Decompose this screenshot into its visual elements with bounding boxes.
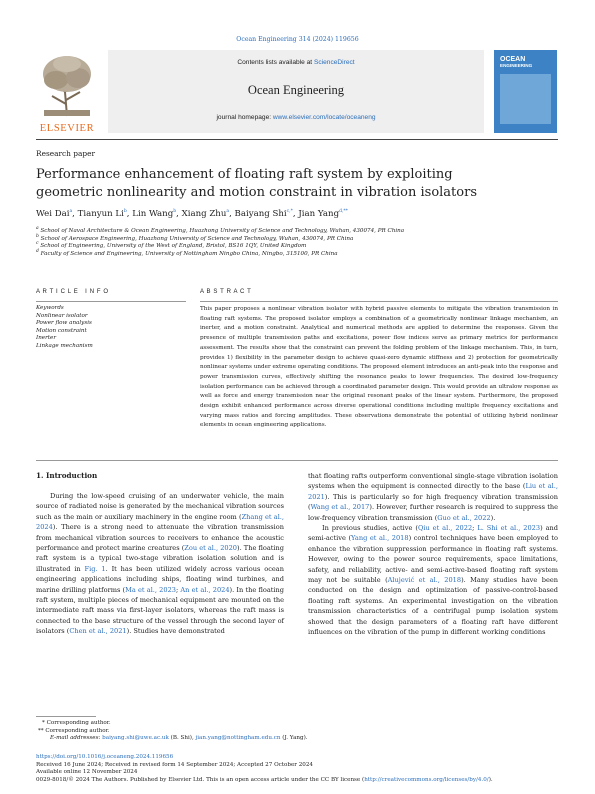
journal-name: Ocean Engineering bbox=[247, 83, 345, 97]
journal-citation[interactable]: Ocean Engineering 314 (2024) 119656 bbox=[236, 36, 359, 43]
right-column bbox=[308, 471, 558, 638]
citation-link[interactable]: Guo et al., 2022 bbox=[437, 513, 491, 522]
abstract-bottom-rule bbox=[36, 460, 558, 461]
author-list: Wei Dai$^a$, Tianyun Li$^b$, Lin Wang$^b$, Xiang Zhu$^a$, Baiyang Shi$^{c,*}$, Jian Yang$^{d,**}$ bbox=[36, 209, 348, 219]
author[interactable]: Xiang Zhu$^a$ bbox=[181, 209, 230, 219]
author[interactable]: Lin Wang$^b$ bbox=[132, 209, 177, 219]
keyword: Power flow analysis bbox=[36, 320, 92, 327]
affiliation: $^b$ School of Aerospace Engineering, Huazhong University of Science and Technology, Wuhan, 430074, PR China bbox=[36, 233, 354, 242]
keyword: Motion constraint bbox=[36, 327, 87, 334]
contents-line bbox=[108, 59, 484, 66]
citation-link[interactable]: Wang et al., 2017 bbox=[310, 503, 370, 512]
cover-title-line1: OCEAN bbox=[500, 56, 526, 63]
journal-header bbox=[36, 50, 558, 133]
license-line: 0029-8018/© 2024 The Authors. Published by Elsevier Ltd. This is an open access article under the CC BY license (http://creativecommons.org/licenses/by/4.0/). bbox=[36, 776, 493, 783]
affiliation: $^a$ School of Naval Architecture & Ocean Engineering, Huazhong University of Science and Technology, Wuhan, 430074, PR China bbox=[36, 226, 405, 234]
journal-homepage-link[interactable]: www.elsevier.com/locate/oceaneng bbox=[272, 114, 376, 121]
abstract-rule bbox=[200, 301, 558, 302]
footnote-rule bbox=[36, 716, 96, 717]
citation-link[interactable]: L. Shi et al., 2023 bbox=[477, 524, 541, 533]
left-column bbox=[36, 491, 284, 637]
article-type: Research paper bbox=[36, 149, 96, 158]
citation-link[interactable]: Liu et al., 2021 bbox=[308, 482, 558, 501]
abstract-text: This paper proposes a nonlinear vibration isolator with hybrid passive elements to mitigate the vibration transmission in floating raft systems. The proposed isolator employs a combination of a geometrically nonlinear linkage mechanism, an inerter, and a motion constraint. Analytical and numerical methods are applied to determine the responses. Given the presence of multiple transmission paths and excitations, power flow indices serve as primary metrics for performance assessment. The results show that the constraint can prevent the folding problem of the linkage mechanism. This, in turn, provides 1) flexibility in the parameter design to achieve quasi-zero dynamic stiffness and 2) protection for geometrically nonlinear systems under extreme operating conditions. The proposed element introduces an anti-peak into the response and power transmission curves, effectively shifting the resonance peaks to lower frequencies. The desired low-frequency isolation performance can be achieved through a coordinated parameter design. This would provide an ultralow response as well as force and energy transmission near the original resonant peaks of the linear system. Furthermore, the proposed design exhibit enhanced performance across diverse operational conditions including multiple frequency excitations and varying mass ratios and forcing amplitudes. These observations demonstrate the potential of utilizing hybrid nonlinear elements in ocean engineering applications. bbox=[200, 306, 558, 429]
article-info-rule bbox=[36, 301, 186, 302]
affiliation: $^d$ Faculty of Science and Engineering, University of Nottingham Ningbo China, Ningbo, 315100, PR China bbox=[36, 248, 338, 257]
keyword: Linkage mechanism bbox=[36, 342, 93, 349]
figure-link[interactable]: Fig. 1 bbox=[84, 564, 106, 573]
corresponding-author-note: * Corresponding author. bbox=[42, 720, 111, 726]
author[interactable]: Baiyang Shi$^{c,*}$ bbox=[234, 209, 293, 219]
elsevier-logo bbox=[36, 52, 98, 134]
journal-cover bbox=[494, 50, 557, 133]
homepage-prefix: journal homepage: bbox=[216, 114, 273, 121]
citation-link[interactable]: Ma et al., 2023 bbox=[125, 585, 176, 594]
email-addresses: E-mail addresses: baiyang.shi@uwe.ac.uk (B. Shi), jian.yang@nottingham.edu.cn (J. Yang). bbox=[50, 735, 308, 742]
footnotes bbox=[36, 720, 556, 743]
email-link[interactable]: jian.yang@nottingham.edu.cn bbox=[195, 735, 281, 742]
keyword: Nonlinear isolator bbox=[36, 312, 88, 319]
citation-link[interactable]: Zhang et al., 2024 bbox=[36, 512, 284, 532]
article-info-heading: A R T I C L E I N F O bbox=[36, 289, 109, 295]
paragraph: In previous studies, active (Qiu et al., 2022; L. Shi et al., 2023) and semi-active (Yang et al., 2018) control techniques have been employed to enhance the vibration suppression performance in floating raft systems. However, owing to the power source requirements, space limitations, safety, and reliability, active- and semi-active-based floating raft system may not be suitable (Alujević et al., 2018). Many studies have been conducted on the design and optimization of passive-control-based floating raft systems. An experimental investigation on the vibration transmission characteristics of a centrifugal pump isolation system showed that the design parameters of a floating raft have different influences on the vibration of the pump in different working conditions bbox=[308, 524, 558, 637]
publisher-logo-text: ELSEVIER bbox=[39, 123, 95, 134]
paper-title: Performance enhancement of floating raft system by exploiting geometric nonlinearity and motion constraint in vibration isolators bbox=[36, 167, 477, 200]
section-heading: 1. Introduction bbox=[36, 471, 98, 480]
email-link[interactable]: baiyang.shi@uwe.ac.uk bbox=[102, 735, 169, 742]
citation-link[interactable]: Chen et al., 2021 bbox=[69, 627, 127, 636]
header-rule bbox=[36, 139, 558, 140]
publication-info bbox=[36, 754, 558, 784]
cover-title-line2: ENGINEERING bbox=[500, 63, 533, 68]
author[interactable]: Jian Yang$^{d,**}$ bbox=[298, 209, 348, 219]
license-link[interactable]: http://creativecommons.org/licenses/by/4.0/ bbox=[364, 776, 489, 783]
citation-link[interactable]: An et al., 2024 bbox=[180, 585, 230, 594]
received-dates: Received 16 June 2024; Received in revised form 14 September 2024; Accepted 27 October 2024 bbox=[36, 761, 313, 768]
sciencedirect-link[interactable]: ScienceDirect bbox=[313, 59, 355, 66]
keywords-block bbox=[36, 305, 93, 351]
contents-prefix: Contents lists available at bbox=[237, 59, 314, 66]
corresponding-author-note: ** Corresponding author. bbox=[38, 727, 110, 734]
author[interactable]: Wei Dai$^a$ bbox=[36, 209, 73, 219]
keywords-label: Keywords bbox=[36, 305, 64, 311]
paragraph: that floating rafts outperform conventional single-stage vibration isolation systems when the equipment is connected directly to the base (Liu et al., 2021). This is particularly so for high frequency vibration transmission (Wang et al., 2017). However, further research is required to suppress the low-frequency vibration transmission (Guo et al., 2022). bbox=[308, 472, 558, 522]
citation-link[interactable]: Yang et al., 2018 bbox=[351, 534, 409, 543]
available-online: Available online 12 November 2024 bbox=[36, 769, 138, 776]
paragraph: During the low-speed cruising of an underwater vehicle, the main source of radiated noise is generated by the mechanical vibration sources such as the main or auxiliary machinery in the engine room (Zhang et al., 2024). There is a strong need to attenuate the vibration transmission from mechanical vibration sources to receivers to enhance the acoustic performance and protect marine creatures (Zou et al., 2020). The floating raft system is a typical two-stage vibration isolation solution and is illustrated in Fig. 1. It has been utilized widely across various ocean engineering applications including ships, floating wind turbines, and marine drilling platforms (Ma et al., 2023; An et al., 2024). In the floating raft system, multiple pieces of mechanical equipment are mounted on the intermediate raft mass via first-layer isolators, whereas the raft mass is connected to the base structure of the vessel through the second layer of isolators (Chen et al., 2021). Studies have demonstrated bbox=[36, 492, 284, 636]
citation-link[interactable]: Qiu et al., 2022 bbox=[417, 524, 473, 533]
author[interactable]: Tianyun Li$^b$ bbox=[77, 209, 127, 219]
abstract-heading: A B S T R A C T bbox=[200, 289, 252, 295]
homepage-line bbox=[108, 114, 484, 121]
elsevier-tree-icon bbox=[36, 52, 98, 118]
affiliations bbox=[36, 228, 556, 258]
journal-info-box bbox=[108, 50, 484, 133]
keyword: Inerter bbox=[36, 335, 57, 342]
citation-link[interactable]: Alujević et al., 2018 bbox=[387, 576, 462, 585]
citation-link[interactable]: Zou et al., 2020 bbox=[184, 544, 238, 553]
affiliation: $^c$ School of Engineering, University of the West of England, Bristol, BS16 1QY, United Kingdom bbox=[36, 241, 307, 250]
doi-link[interactable]: https://doi.org/10.1016/j.oceaneng.2024.119656 bbox=[36, 754, 174, 760]
cover-image bbox=[500, 74, 551, 124]
